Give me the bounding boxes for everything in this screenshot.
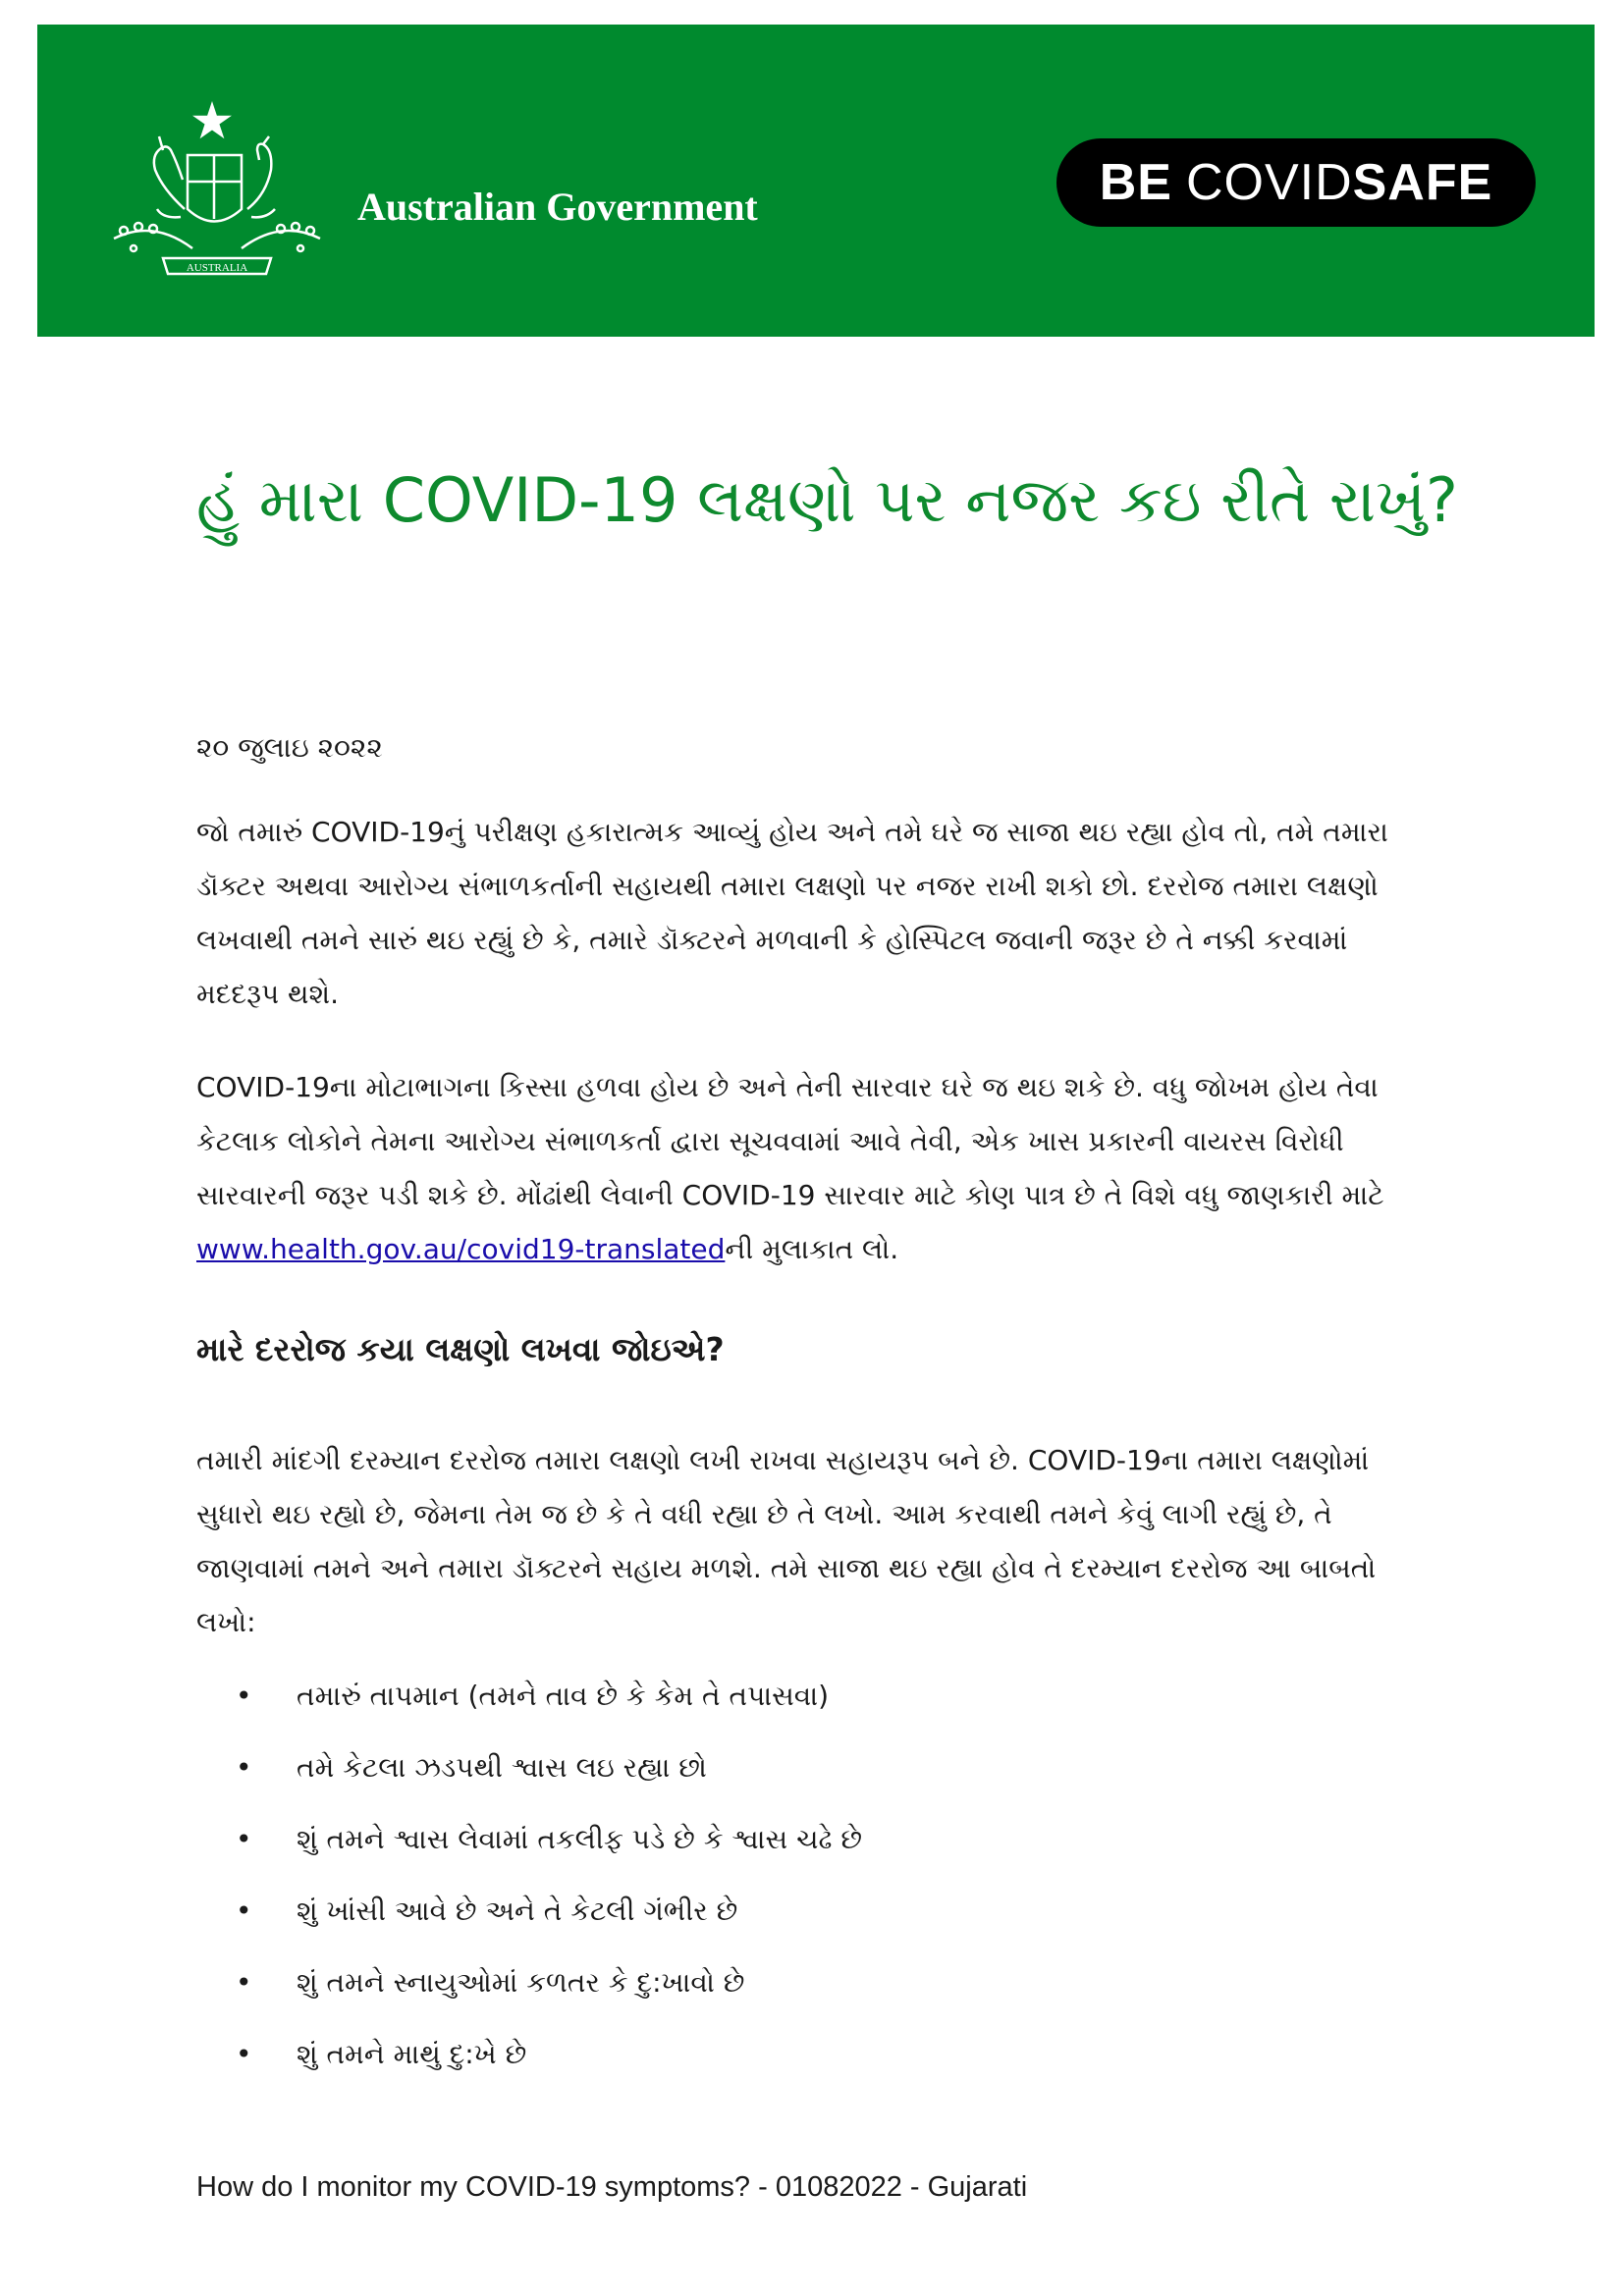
list-item-text: શું તમને સ્નાયુઓમાં કળતર કે દુ:ખાવો છે	[297, 1966, 745, 1999]
government-name: Australian Government	[357, 185, 758, 229]
treatment-text-end: ની મુલાકાત લો.	[725, 1233, 899, 1265]
bullet-marker: •	[236, 1680, 252, 1712]
document-date: ૨૦ જુલાઇ ૨૦૨૨	[196, 731, 383, 764]
treatment-text: COVID-19ના મોટાભાગના કિસ્સા હળવા હોય છે અને તેની સારવાર ઘરે જ થઇ શકે છે. વધુ જોખમ હોય તેવા કેટલાક લોકોને તેમના આરોગ્ય સંભાળકર્તા દ્વારા સૂચવવામાં આવે તેવી, એક ખાસ પ્રકારની વાયરસ વિરોધી સારવારની જરૂર પડી શકે છે. મોંઢાંથી લેવાની COVID-19 સારવાર માટે કોણ પાત્ર છે તે વિશે વધુ જાણકારી માટે	[196, 1071, 1384, 1211]
list-item-text: શું તમને શ્વાસ લેવામાં તકલીફ પડે છે કે શ્વાસ ચઢે છે	[297, 1823, 862, 1855]
health-website-link[interactable]: www.health.gov.au/covid19-translated	[196, 1233, 726, 1265]
list-item	[236, 1740, 862, 1812]
header-banner	[37, 25, 1595, 337]
list-item-text: શું તમને માથું દુ:ખે છે	[297, 2038, 527, 2070]
list-item	[236, 1812, 862, 1884]
bullet-marker: •	[236, 1966, 252, 1999]
bullet-marker: •	[236, 1823, 252, 1855]
badge-be: BE	[1099, 154, 1172, 211]
list-item-text: શું ખાંસી આવે છે અને તે કેટલી ગંભીર છે	[297, 1895, 738, 1927]
badge-safe: SAFE	[1352, 154, 1493, 211]
section-heading: મારે દરરોજ કયા લક્ષણો લખવા જોઇએ?	[196, 1330, 725, 1368]
be-covidsafe-badge	[1056, 138, 1536, 227]
list-item	[236, 1955, 862, 2027]
treatment-paragraph	[196, 1060, 1434, 1276]
list-item	[236, 2027, 862, 2099]
crest-scroll-text: AUSTRALIA	[186, 262, 248, 274]
coat-of-arms-logo	[94, 101, 340, 297]
bullet-marker: •	[236, 1895, 252, 1927]
list-item	[236, 1884, 862, 1955]
page-title: હું મારા COVID-19 લક્ષણો પર નજર કઇ રીતે રાખું?	[196, 464, 1458, 536]
list-item-text: તમારું તાપમાન (તમને તાવ છે કે કેમ તે તપાસવા)	[297, 1680, 830, 1712]
bullet-marker: •	[236, 1751, 252, 1784]
intro-paragraph: જો તમારું COVID-19નું પરીક્ષણ હકારાત્મક આવ્યું હોય અને તમે ઘરે જ સાજા થઇ રહ્યા હોવ તો, તમે તમારા ડૉક્ટર અથવા આરોગ્ય સંભાળકર્તાની સહાયથી તમારા લક્ષણો પર નજર રાખી શકો છો. દરરોજ તમારા લક્ષણો લખવાથી તમને સારું થઇ રહ્યું છે કે, તમારે ડૉક્ટરને મળવાની કે હોસ્પિટલ જવાની જરૂર છે તે નક્કી કરવામાં મદદરૂપ થશે.	[196, 816, 1388, 1010]
document-footer: How do I monitor my COVID-19 symptoms? - 01082022 - Gujarati	[196, 2171, 1028, 2203]
badge-covid: COVID	[1185, 154, 1353, 211]
symptoms-paragraph: તમારી માંદગી દરમ્યાન દરરોજ તમારા લક્ષણો લખી રાખવા સહાયરૂપ બને છે. COVID-19ના તમારા લક્ષણોમાં સુધારો થઇ રહ્યો છે, જેમના તેમ જ છે કે તે વધી રહ્યા છે તે લખો. આમ કરવાથી તમને કેવું લાગી રહ્યું છે, તે જાણવામાં તમને અને તમારા ડૉક્ટરને સહાય મળશે. તમે સાજા થઇ રહ્યા હોવ તે દરમ્યાન દરરોજ આ બાબતો લખો:	[196, 1444, 1377, 1638]
list-item-text: તમે કેટલા ઝડપથી શ્વાસ લઇ રહ્યા છો	[297, 1751, 707, 1784]
bullet-marker: •	[236, 2038, 252, 2070]
symptom-list	[236, 1669, 862, 2099]
list-item	[236, 1669, 862, 1740]
